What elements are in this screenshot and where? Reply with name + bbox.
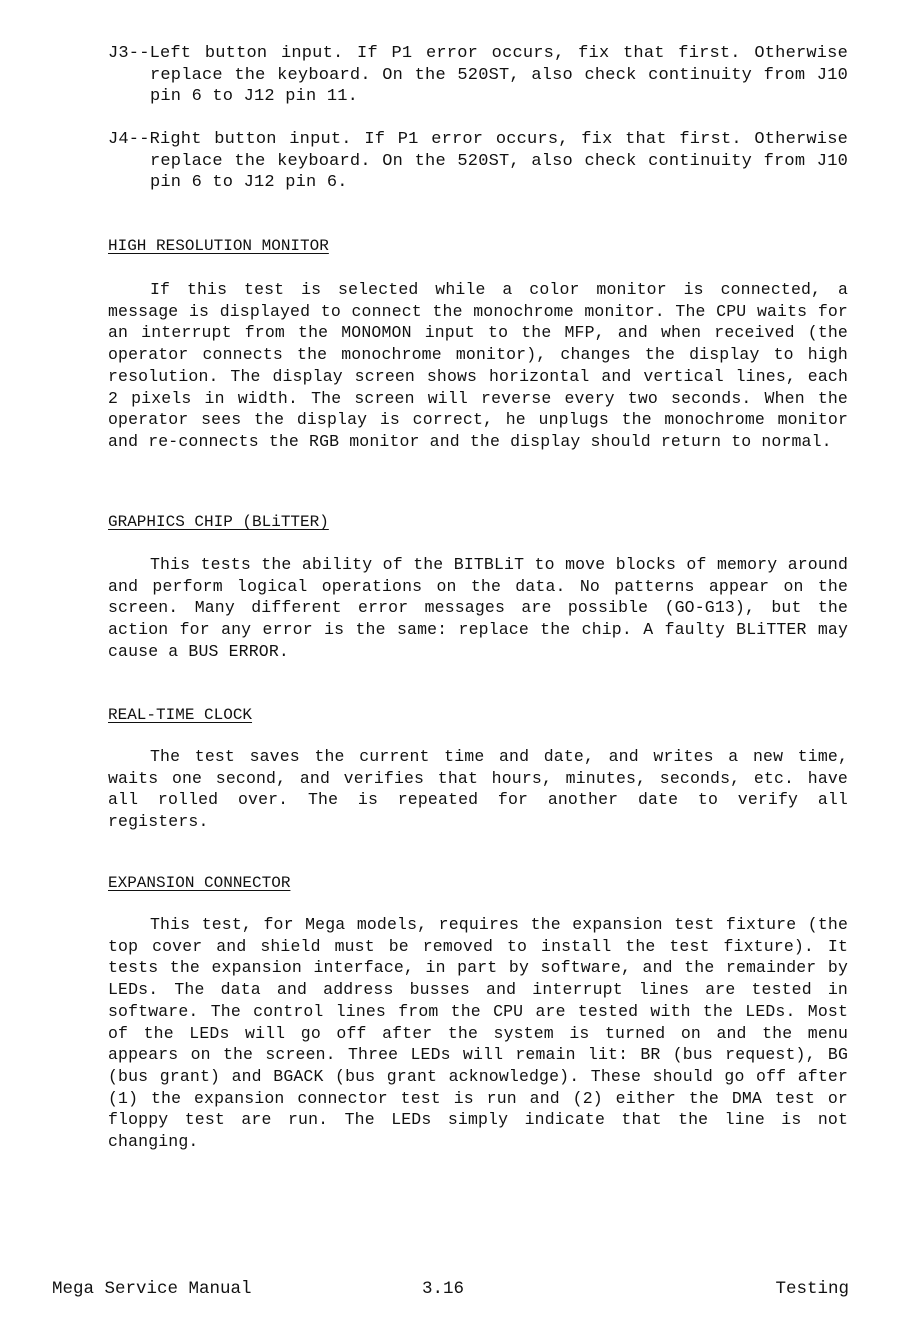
footer-page-number: 3.16	[422, 1279, 465, 1299]
section-body-expansion-connector: This test, for Mega models, requires the expansion test fixture (the top cover and shield must be removed to install the test fixture). It tests the expansion interface, in part by software, and the remainder by LEDs. The data and address busses and interrupt lines are tested in software. The control lines from the CPU are tested with the LEDs. Most of the LEDs will go off after the system is turned on and the menu appears on the screen. Three LEDs will remain lit: BR (bus request), BG (bus grant) and BGACK (bus grant acknowledge). These should go off after (1) the expansion connector test is run and (2) either the DMA test or floppy test are run. The LEDs simply indicate that the line is not changing.	[108, 915, 848, 1152]
section-heading-graphics-chip: GRAPHICS CHIP (BLiTTER)	[108, 513, 329, 531]
section-body-high-resolution: If this test is selected while a color monitor is connected, a message is displayed to connect the monochrome monitor. The CPU waits for an interrupt from the MONOMON input to the MFP, and when received (the operator connects the monochrome monitor), changes the display to high resolution. The display screen shows horizontal and vertical lines, each 2 pixels in width. The screen will reverse every two seconds. When the operator sees the display is correct, he unplugs the monochrome monitor and re-connects the RGB monitor and the display should return to normal.	[108, 280, 848, 451]
j4-item: J4--Right button input. If P1 error occurs, fix that first. Otherwise replace the keyboard. On the 520ST, also check continuity from J10 pin 6 to J12 pin 6.	[108, 130, 848, 192]
section-heading-expansion-connector: EXPANSION CONNECTOR	[108, 874, 291, 892]
footer-section-name: Testing	[775, 1279, 849, 1299]
section-heading-high-resolution: HIGH RESOLUTION MONITOR	[108, 237, 329, 255]
section-heading-real-time-clock: REAL-TIME CLOCK	[108, 706, 253, 724]
footer-manual-title: Mega Service Manual	[52, 1279, 252, 1299]
section-body-graphics-chip: This tests the ability of the BITBLiT to move blocks of memory around and perform logical operations on the data. No patterns appear on the screen. Many different error messages are possible (GO-G13), but the action for any error is the same: replace the chip. A faulty BLiTTER may cause a BUS ERROR.	[108, 555, 848, 661]
section-body-real-time-clock: The test saves the current time and date, and writes a new time, waits one second, and verifies that hours, minutes, seconds, etc. have all rolled over. The is repeated for another date to verify all registers.	[108, 747, 848, 832]
j3-item: J3--Left button input. If P1 error occurs, fix that first. Otherwise replace the keyboard. On the 520ST, also check continuity from J10 pin 6 to J12 pin 11.	[108, 44, 848, 106]
